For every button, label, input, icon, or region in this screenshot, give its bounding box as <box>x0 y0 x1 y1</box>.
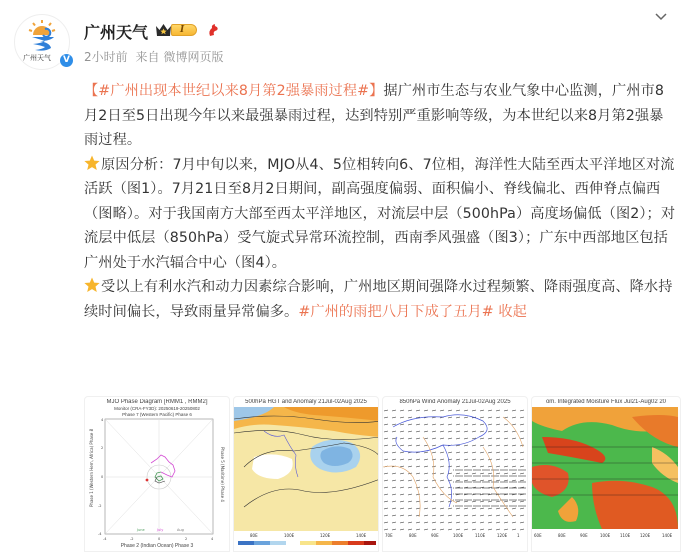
svg-text:100E: 100E <box>600 533 611 538</box>
svg-text:110E: 110E <box>475 533 486 538</box>
mjo-plot <box>85 397 230 552</box>
paragraph-1 <box>84 79 676 153</box>
avatar-caption: 广州天气 <box>23 54 51 62</box>
svg-text:-2: -2 <box>98 504 102 508</box>
svg-text:Phase 1 (Western Hem, Africa): Phase 1 (Western Hem, Africa) Phase 8 <box>89 428 94 507</box>
svg-text:0: 0 <box>101 475 104 479</box>
svg-text:-4: -4 <box>98 532 102 536</box>
image-title: 500hPa HGT and Anomaly 21Jul-02Aug 2025 <box>245 399 367 405</box>
svg-text:80E: 80E <box>250 533 258 538</box>
svg-text:June: June <box>137 528 145 532</box>
svg-text:140E: 140E <box>662 533 673 538</box>
svg-text:70E: 70E <box>385 533 393 538</box>
paragraph-text: 原因分析：7月中旬以来，MJO从4、5位相转向6、7位相，海洋性大陆至西太平洋地区对流活跃（图1）。7月21日至8月2日期间，副高强度偏弱、面积偏小、脊线偏北、西伸脊点偏西（图略）。对于我国南方大部至西太平洋地区，对流层中层（500hPa）高度场偏低（图2）；对流层中低层（850hPa）受气旋式异常环流控制，西南季风强盛（图3）；广东中西部地区包括广州处于水汽辐合中心（图4）。 <box>84 156 676 271</box>
topic-link[interactable]: #广州的雨把八月下成了五月# <box>298 303 494 320</box>
image-850hpa-wind[interactable] <box>382 396 528 552</box>
svg-text:60E: 60E <box>534 533 542 538</box>
topic-link[interactable]: 【#广州出现本世纪以来8月第2强暴雨过程#】 <box>84 83 384 99</box>
svg-text:July: July <box>157 528 164 532</box>
post-content <box>84 79 676 324</box>
svg-text:Phase 5 (Maritime) Phase 4: Phase 5 (Maritime) Phase 4 <box>220 447 225 502</box>
image-mjo-phase-diagram[interactable] <box>84 396 230 552</box>
svg-text:2: 2 <box>185 537 188 541</box>
image-title: MJO Phase Diagram [RMM1 , RMM2] <box>106 399 208 405</box>
svg-text:-2: -2 <box>130 537 134 541</box>
image-grid <box>84 396 682 552</box>
image-title: om. Integrated Moisture Flux Jul21-Aug02 20 <box>545 399 667 405</box>
post-source: 微博网页版 <box>163 50 224 64</box>
svg-text:120E: 120E <box>320 533 331 538</box>
level-badge[interactable] <box>155 22 197 37</box>
username[interactable]: 广州天气 <box>84 23 149 42</box>
paragraph-3 <box>84 275 676 324</box>
svg-text:90E: 90E <box>580 533 588 538</box>
svg-text:100E: 100E <box>453 533 464 538</box>
paragraph-text: 受以上有利水汽和动力因素综合影响，广州地区期间强降水过程频繁、降雨强度高、降水持续时间偏长，导致雨量异常偏多。 <box>84 279 673 320</box>
image-title: 850hPa Wind Anomaly 21Jul-02Aug 2025 <box>399 399 511 405</box>
star-emoji-icon <box>84 277 100 293</box>
svg-text:4: 4 <box>101 418 104 422</box>
verified-badge-icon: V <box>59 53 74 68</box>
svg-text:120E: 120E <box>640 533 651 538</box>
svg-text:100E: 100E <box>284 533 295 538</box>
paragraph-text: 据广州市生态与农业气象中心监测，广州市8月2日至5日出现今年以来最强暴雨过程，达到特别严重影响等级，为本世纪以来8月第2强暴雨过程。 <box>84 83 664 148</box>
moisture-flux-map <box>532 407 681 552</box>
svg-text:-4: -4 <box>103 537 107 541</box>
star-emoji-icon <box>84 155 100 171</box>
svg-text:120E: 120E <box>497 533 508 538</box>
svg-text:90E: 90E <box>431 533 439 538</box>
svg-text:4: 4 <box>211 537 214 541</box>
post-meta <box>84 48 228 65</box>
svg-text:1: 1 <box>517 533 520 538</box>
post-header <box>0 0 686 76</box>
level-tag: I <box>171 24 197 36</box>
svg-text:2: 2 <box>101 446 104 450</box>
wind-anomaly-map <box>383 407 528 552</box>
image-moisture-flux[interactable] <box>531 396 681 552</box>
svg-text:0: 0 <box>158 537 161 541</box>
image-subtitle: Monitor (CRA-FY3D): 20250619-20250802 <box>114 406 200 411</box>
source-prefix: 来自 <box>135 50 160 64</box>
fan-badge-icon[interactable] <box>207 23 219 37</box>
svg-text:80E: 80E <box>409 533 417 538</box>
image-bottom-label: Phase 2 (Indian Ocean) Phase 3 <box>120 543 194 549</box>
paragraph-2 <box>84 153 676 276</box>
hgt-anomaly-map <box>234 407 379 552</box>
image-500hpa-hgt[interactable] <box>233 396 379 552</box>
chevron-down-icon[interactable] <box>654 12 668 22</box>
svg-text:140E: 140E <box>356 533 367 538</box>
image-top-label: Phase 7 (Western Pacific) Phase 6 <box>122 412 192 417</box>
svg-text:Aug: Aug <box>177 528 184 532</box>
svg-text:80E: 80E <box>558 533 566 538</box>
crown-icon <box>155 23 172 37</box>
collapse-link[interactable]: 收起 <box>498 303 527 320</box>
post-time[interactable]: 2小时前 <box>84 50 128 64</box>
svg-text:110E: 110E <box>620 533 631 538</box>
